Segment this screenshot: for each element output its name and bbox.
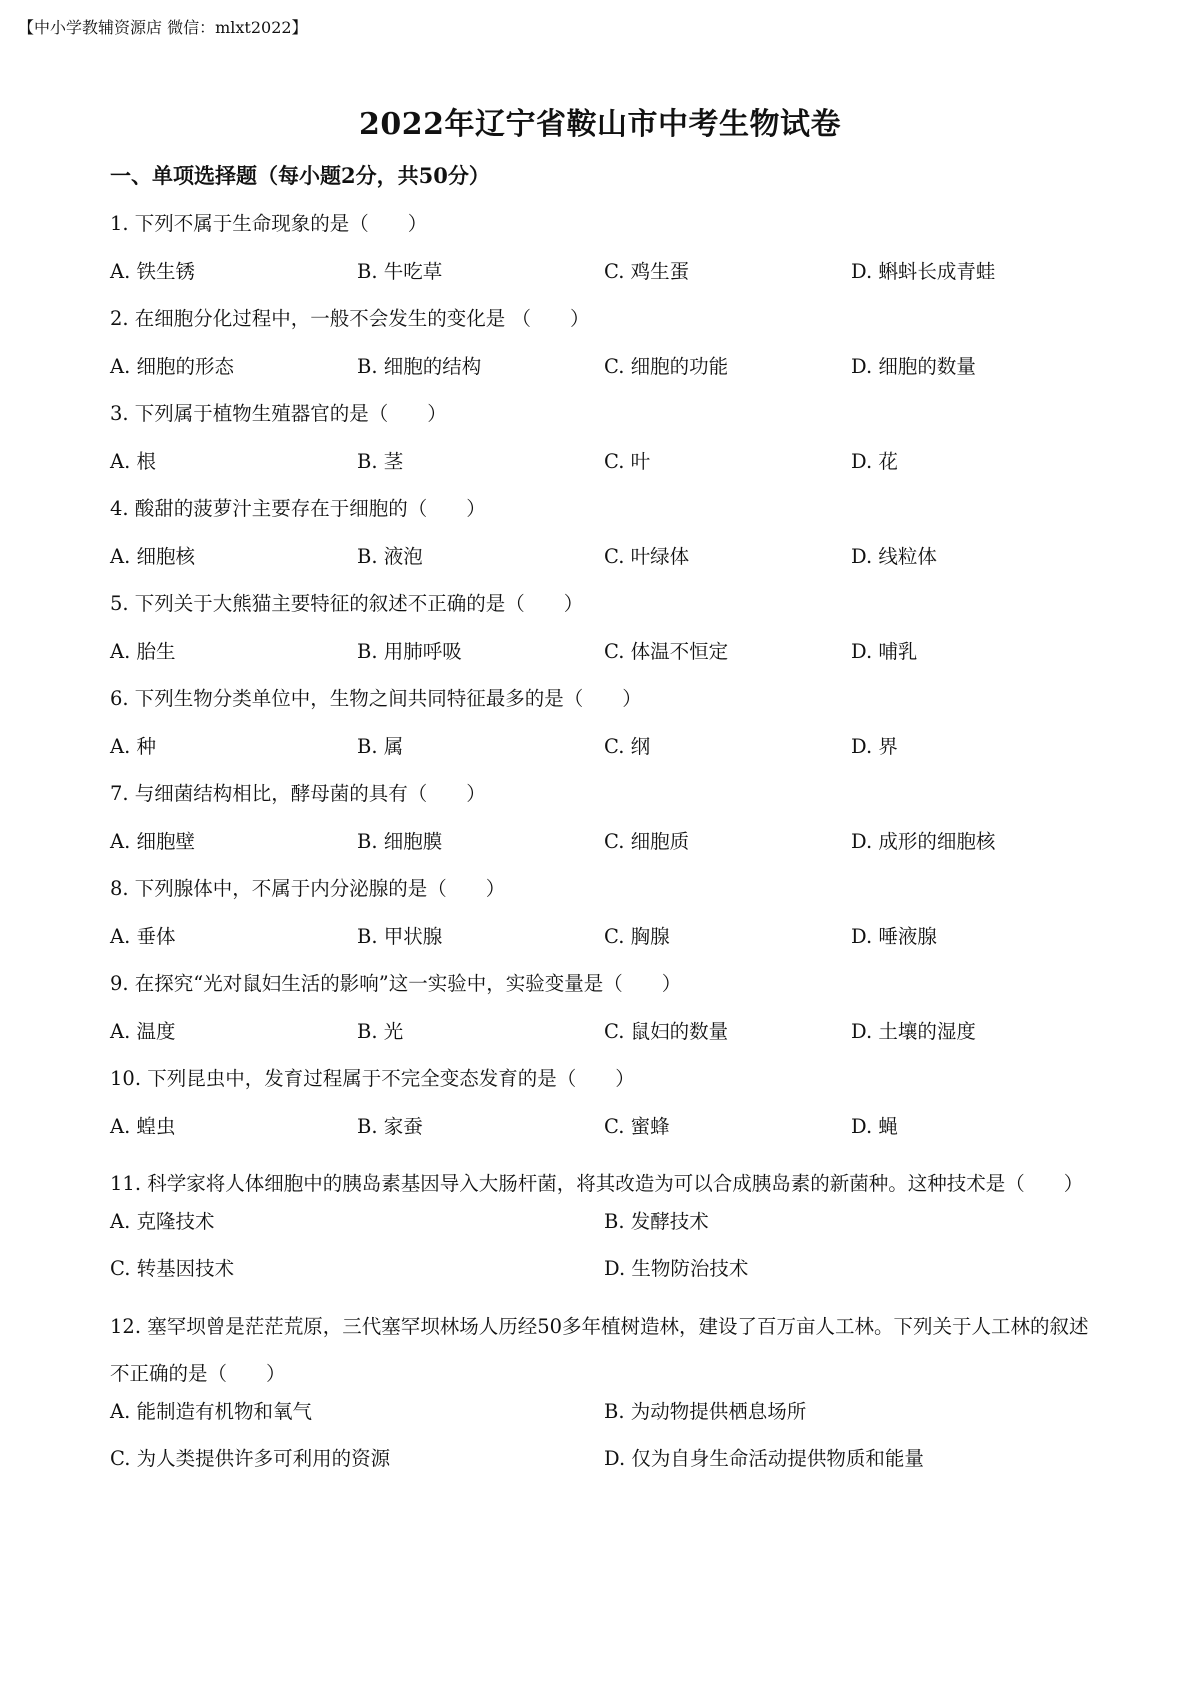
option-a: A. 种 (110, 734, 156, 758)
question-stem: 12. 塞罕坝曾是茫茫荒原，三代塞罕坝林场人历经50多年植树造林，建设了百万亩人工林。下列关于人工林的叙述不正确的是（ ） (110, 1314, 1089, 1385)
options-row (110, 733, 1110, 781)
question-5 (110, 590, 1110, 685)
option-b: B. 家蚕 (357, 1114, 423, 1138)
option-c: C. 鼠妇的数量 (604, 1019, 729, 1043)
option-c: C. 体温不恒定 (604, 639, 729, 663)
question-4 (110, 495, 1110, 590)
options-row (110, 543, 1110, 591)
option-b: B. 为动物提供栖息场所 (604, 1399, 807, 1423)
option-c: C. 细胞质 (604, 829, 690, 853)
question-stem: 1. 下列不属于生命现象的是（ ） (110, 212, 428, 235)
option-c: C. 为人类提供许多可利用的资源 (110, 1447, 391, 1470)
options-row (110, 1445, 1110, 1493)
options-row (110, 1255, 1110, 1303)
option-b: B. 发酵技术 (604, 1209, 709, 1233)
question-list (110, 210, 1110, 1493)
options-row (110, 923, 1110, 971)
page-title: 2022年辽宁省鞍山市中考生物试卷 (359, 107, 841, 142)
option-c: C. 细胞的功能 (604, 354, 729, 378)
option-a: A. 温度 (110, 1019, 176, 1043)
options-row (110, 828, 1110, 876)
question-stem: 11. 科学家将人体细胞中的胰岛素基因导入大肠杆菌，将其改造为可以合成胰岛素的新菌种。这种技术是（ ） (110, 1172, 1084, 1195)
option-a: A. 细胞的形态 (110, 354, 234, 378)
option-b: B. 属 (357, 734, 404, 758)
option-d: D. 细胞的数量 (851, 354, 976, 378)
question-3 (110, 400, 1110, 495)
option-d: D. 线粒体 (851, 544, 937, 568)
option-c: C. 蜜蜂 (604, 1114, 670, 1138)
question-stem: 3. 下列属于植物生殖器官的是（ ） (110, 402, 447, 425)
options-row (110, 448, 1110, 496)
option-b: B. 用肺呼吸 (357, 639, 462, 663)
question-9 (110, 970, 1110, 1065)
question-stem: 10. 下列昆虫中，发育过程属于不完全变态发育的是（ ） (110, 1067, 635, 1090)
option-a: A. 根 (110, 449, 156, 473)
option-d: D. 土壤的湿度 (851, 1019, 976, 1043)
question-1 (110, 210, 1110, 305)
option-b: B. 光 (357, 1019, 404, 1043)
question-stem: 9. 在探究“光对鼠妇生活的影响”这一实验中，实验变量是（ ） (110, 972, 682, 995)
section-heading: 一、单项选择题（每小题2分，共50分） (110, 163, 490, 188)
option-c: C. 叶绿体 (604, 544, 690, 568)
option-c: C. 鸡生蛋 (604, 259, 690, 283)
option-c: C. 叶 (604, 449, 651, 473)
option-a: A. 能制造有机物和氧气 (110, 1399, 312, 1423)
options-row (110, 1208, 1110, 1256)
question-stem: 7. 与细菌结构相比，酵母菌的具有（ ） (110, 782, 486, 805)
option-c: C. 纲 (604, 734, 651, 758)
option-b: B. 甲状腺 (357, 924, 443, 948)
question-6 (110, 685, 1110, 780)
option-a: A. 克隆技术 (110, 1209, 215, 1233)
option-a: A. 蝗虫 (110, 1114, 176, 1138)
question-stem: 2. 在细胞分化过程中，一般不会发生的变化是 （ ） (110, 307, 590, 330)
options-row (110, 353, 1110, 401)
header-note: 【中小学教辅资源店 微信：mlxt2022】 (18, 18, 308, 37)
options-row (110, 1398, 1110, 1446)
option-a: A. 胎生 (110, 639, 176, 663)
options-row (110, 1113, 1110, 1161)
question-stem: 5. 下列关于大熊猫主要特征的叙述不正确的是（ ） (110, 592, 584, 615)
option-d: D. 仅为自身生命活动提供物质和能量 (604, 1447, 924, 1470)
options-row (110, 258, 1110, 306)
option-d: D. 花 (851, 449, 898, 473)
question-12 (110, 1303, 1110, 1493)
option-b: B. 液泡 (357, 544, 423, 568)
option-b: B. 茎 (357, 449, 404, 473)
option-d: D. 成形的细胞核 (851, 829, 996, 853)
question-stem: 4. 酸甜的菠萝汁主要存在于细胞的（ ） (110, 497, 486, 520)
question-stem: 6. 下列生物分类单位中，生物之间共同特征最多的是（ ） (110, 687, 642, 710)
option-c: C. 转基因技术 (110, 1257, 235, 1280)
options-row (110, 1018, 1110, 1066)
options-row (110, 638, 1110, 686)
option-c: C. 胸腺 (604, 924, 670, 948)
option-d: D. 蝌蚪长成青蛙 (851, 259, 996, 283)
option-d: D. 蝇 (851, 1114, 898, 1138)
option-a: A. 垂体 (110, 924, 176, 948)
option-b: B. 细胞的结构 (357, 354, 482, 378)
option-d: D. 生物防治技术 (604, 1257, 749, 1280)
question-10 (110, 1065, 1110, 1160)
option-a: A. 细胞核 (110, 544, 195, 568)
question-8 (110, 875, 1110, 970)
option-b: B. 细胞膜 (357, 829, 443, 853)
question-2 (110, 305, 1110, 400)
question-11 (110, 1160, 1110, 1303)
question-stem: 8. 下列腺体中，不属于内分泌腺的是（ ） (110, 877, 506, 900)
option-a: A. 细胞壁 (110, 829, 195, 853)
question-7 (110, 780, 1110, 875)
option-a: A. 铁生锈 (110, 259, 195, 283)
option-d: D. 界 (851, 734, 898, 758)
option-b: B. 牛吃草 (357, 259, 443, 283)
option-d: D. 哺乳 (851, 639, 918, 663)
option-d: D. 唾液腺 (851, 924, 937, 948)
